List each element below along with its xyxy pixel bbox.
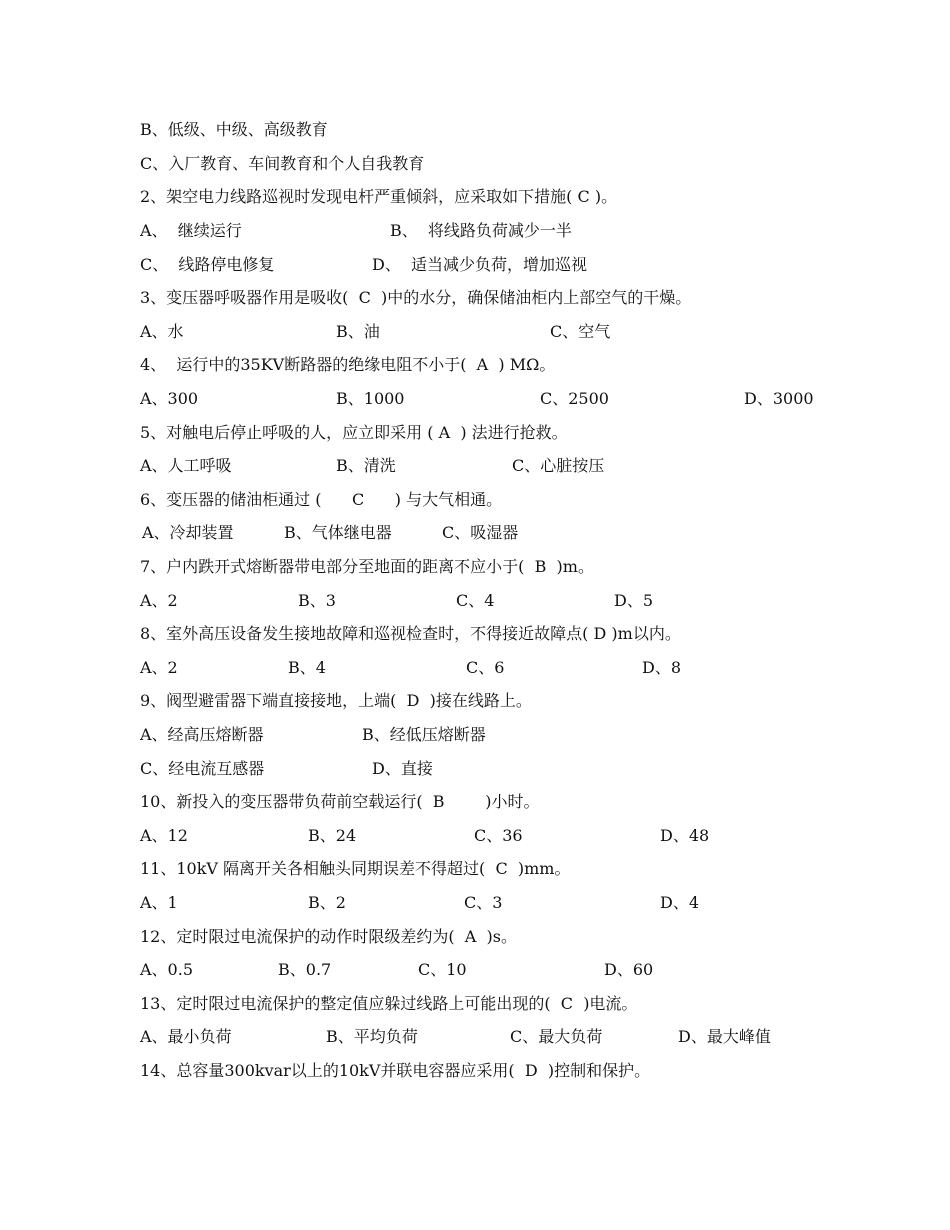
question-13: 13、定时限过电流保护的整定值应躲过线路上可能出现的( C )电流。: [140, 994, 638, 1013]
options-row: [140, 216, 572, 246]
option-b: B、平均负荷: [326, 1027, 418, 1046]
option-a: A、最小负荷: [140, 1027, 232, 1046]
options-row: [140, 586, 654, 616]
option-a: A、 继续运行: [140, 221, 242, 240]
option-b: B、3: [298, 591, 336, 610]
option-d: D、60: [604, 960, 654, 979]
option-b: B、经低压熔断器: [362, 725, 486, 744]
option-a: A、水: [140, 322, 184, 341]
question-3: 3、变压器呼吸器作用是吸收( C )中的水分，确保储油柜内上部空气的干燥。: [140, 288, 692, 307]
options-row: [140, 317, 611, 347]
option-a: A、0.5: [140, 960, 194, 979]
option-c: C、 线路停电修复: [140, 255, 275, 274]
options-row: [140, 518, 519, 548]
option-c: C、吸湿器: [442, 523, 519, 542]
question-2: 2、架空电力线路巡视时发现电杆严重倾斜，应采取如下措施( C )。: [140, 187, 618, 206]
options-row: [140, 653, 682, 683]
options-row: [140, 888, 700, 918]
question-8: 8、室外高压设备发生接地故障和巡视检查时，不得接近故障点( D )m以内。: [140, 624, 681, 643]
option-b: B、油: [336, 322, 380, 341]
option-d: D、最大峰值: [678, 1027, 771, 1046]
options-row: [140, 250, 588, 280]
option-line: C、入厂教育、车间教育和个人自我教育: [140, 154, 425, 173]
options-row: [140, 451, 605, 481]
options-row: [140, 720, 486, 750]
option-b: B、 将线路负荷减少一半: [390, 221, 572, 240]
option-a: A、经高压熔断器: [140, 725, 264, 744]
option-d: D、8: [642, 658, 682, 677]
option-d: D、4: [660, 893, 700, 912]
option-d: D、3000: [744, 389, 814, 408]
option-b: B、4: [288, 658, 326, 677]
question-10: 10、新投入的变压器带负荷前空载运行( B )小时。: [140, 792, 540, 811]
option-b: B、1000: [336, 389, 405, 408]
option-a: A、300: [140, 389, 199, 408]
option-line: B、低级、中级、高级教育: [140, 120, 328, 139]
option-a: A、冷却装置: [142, 523, 234, 542]
question-7: 7、户内跌开式熔断器带电部分至地面的距离不应小于( B )m。: [140, 557, 594, 576]
option-a: A、12: [140, 826, 188, 845]
question-6: 6、变压器的储油柜通过 ( C ) 与大气相通。: [140, 490, 503, 509]
options-row: [140, 1022, 771, 1052]
option-a: A、1: [140, 893, 178, 912]
option-c: C、3: [464, 893, 503, 912]
options-row: [140, 754, 433, 784]
option-b: B、清洗: [336, 456, 396, 475]
question-14: 14、总容量300kvar以上的10kV并联电容器应采用( D )控制和保护。: [140, 1061, 651, 1080]
options-row: [140, 384, 814, 414]
option-a: A、人工呼吸: [140, 456, 232, 475]
option-c: C、空气: [550, 322, 611, 341]
option-c: C、心脏按压: [512, 456, 605, 475]
option-a: A、2: [140, 658, 178, 677]
option-b: B、24: [308, 826, 357, 845]
question-12: 12、定时限过电流保护的动作时限级差约为( A )s。: [140, 927, 517, 946]
options-row: [140, 821, 710, 851]
option-c: C、最大负荷: [510, 1027, 603, 1046]
question-11: 11、10kV 隔离开关各相触头同期误差不得超过( C )mm。: [140, 859, 571, 878]
option-d: D、48: [660, 826, 710, 845]
options-row: [140, 955, 654, 985]
question-9: 9、阀型避雷器下端直接接地，上端( D )接在线路上。: [140, 691, 532, 710]
option-b: B、0.7: [278, 960, 332, 979]
option-d: D、5: [614, 591, 654, 610]
option-d: D、直接: [372, 759, 433, 778]
option-c: C、6: [466, 658, 505, 677]
option-b: B、2: [308, 893, 346, 912]
option-c: C、10: [418, 960, 467, 979]
option-c: C、2500: [540, 389, 609, 408]
option-a: A、2: [140, 591, 178, 610]
option-c: C、经电流互感器: [140, 759, 265, 778]
option-c: C、36: [474, 826, 523, 845]
question-4: 4、 运行中的35KV断路器的绝缘电阻不小于( A ) MΩ。: [140, 355, 556, 374]
option-c: C、4: [456, 591, 495, 610]
option-d: D、 适当减少负荷，增加巡视: [372, 255, 588, 274]
option-b: B、气体继电器: [284, 523, 392, 542]
question-5: 5、对触电后停止呼吸的人，应立即采用 ( A ) 法进行抢救。: [140, 423, 568, 442]
